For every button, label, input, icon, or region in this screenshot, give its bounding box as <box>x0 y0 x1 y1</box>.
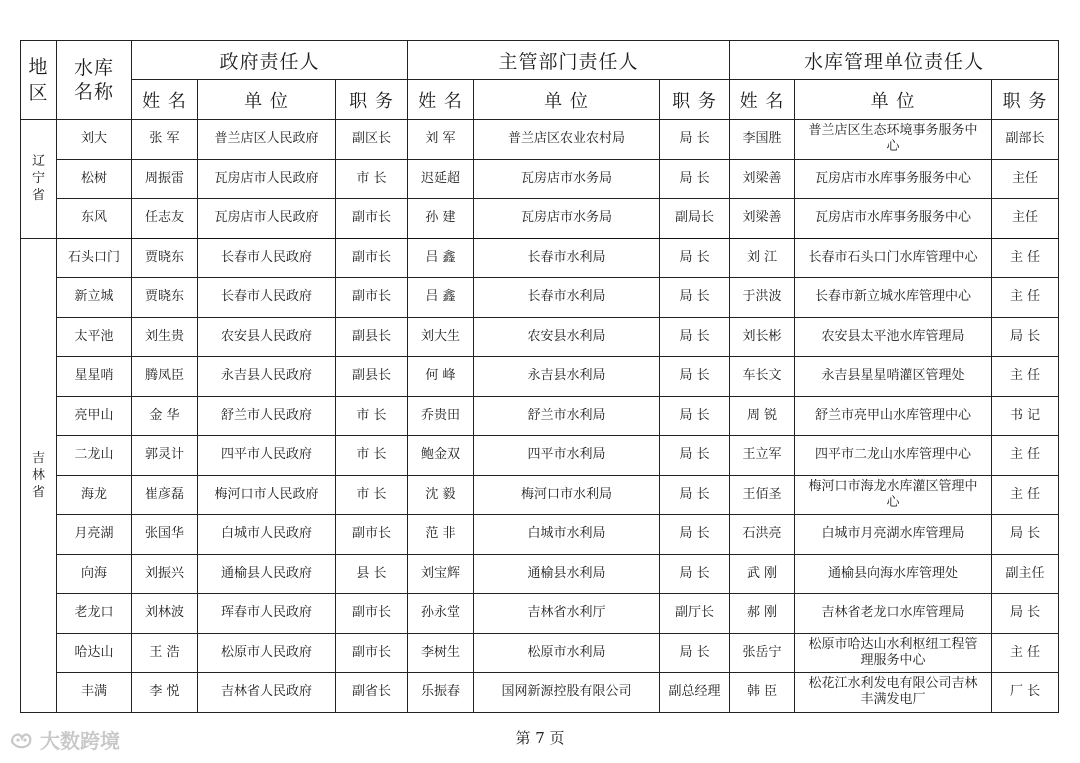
cell-mgmt-title: 副部长 <box>992 120 1059 160</box>
cell-dept-unit: 长春市水利局 <box>474 278 660 318</box>
cell-gov-unit: 瓦房店市人民政府 <box>198 199 336 239</box>
cell-gov-title: 市 长 <box>336 475 408 515</box>
cell-mgmt-unit: 梅河口市海龙水库灌区管理中心 <box>795 475 992 515</box>
cell-gov-unit: 松原市人民政府 <box>198 633 336 673</box>
cell-gov-name: 刘林波 <box>132 594 198 634</box>
cell-gov-title: 县 长 <box>336 554 408 594</box>
cell-gov-unit: 通榆县人民政府 <box>198 554 336 594</box>
table-row <box>21 238 1059 278</box>
cell-gov-name: 金 华 <box>132 396 198 436</box>
cell-gov-unit: 普兰店区人民政府 <box>198 120 336 160</box>
cell-reservoir: 老龙口 <box>57 594 132 634</box>
table-row <box>21 673 1059 713</box>
cell-gov-title: 副市长 <box>336 199 408 239</box>
cell-dept-name: 李树生 <box>408 633 474 673</box>
cell-dept-title: 局 长 <box>660 515 730 555</box>
cell-dept-title: 局 长 <box>660 475 730 515</box>
cell-mgmt-unit: 瓦房店市水库事务服务中心 <box>795 159 992 199</box>
cell-gov-title: 副市长 <box>336 238 408 278</box>
table-row <box>21 199 1059 239</box>
cell-dept-unit: 吉林省水利厅 <box>474 594 660 634</box>
cell-dept-name: 刘 军 <box>408 120 474 160</box>
cell-reservoir: 东风 <box>57 199 132 239</box>
cell-dept-unit: 白城市水利局 <box>474 515 660 555</box>
table-row <box>21 554 1059 594</box>
cell-gov-title: 副市长 <box>336 594 408 634</box>
cell-gov-name: 李 悦 <box>132 673 198 713</box>
cell-dept-unit: 舒兰市水利局 <box>474 396 660 436</box>
header-mgmt-name: 姓 名 <box>730 80 795 120</box>
header-mgmt-title: 职 务 <box>992 80 1059 120</box>
cell-mgmt-title: 副主任 <box>992 554 1059 594</box>
cell-mgmt-unit: 松花江水利发电有限公司吉林丰满发电厂 <box>795 673 992 713</box>
cell-gov-name: 张 军 <box>132 120 198 160</box>
cell-reservoir: 松树 <box>57 159 132 199</box>
cell-mgmt-name: 周 锐 <box>730 396 795 436</box>
cell-mgmt-title: 主 任 <box>992 278 1059 318</box>
cell-mgmt-name: 郝 刚 <box>730 594 795 634</box>
cell-dept-name: 刘大生 <box>408 317 474 357</box>
cell-gov-unit: 白城市人民政府 <box>198 515 336 555</box>
cell-mgmt-unit: 四平市二龙山水库管理中心 <box>795 436 992 476</box>
header-reservoir: 水库名称 <box>57 41 132 120</box>
cell-mgmt-name: 刘长彬 <box>730 317 795 357</box>
table-row <box>21 515 1059 555</box>
cell-gov-unit: 梅河口市人民政府 <box>198 475 336 515</box>
cell-dept-unit: 国网新源控股有限公司 <box>474 673 660 713</box>
cell-dept-unit: 通榆县水利局 <box>474 554 660 594</box>
cell-dept-title: 局 长 <box>660 238 730 278</box>
cell-mgmt-name: 车长文 <box>730 357 795 397</box>
cell-mgmt-unit: 通榆县向海水库管理处 <box>795 554 992 594</box>
cell-gov-unit: 长春市人民政府 <box>198 238 336 278</box>
header-region: 地区 <box>21 41 57 120</box>
cell-mgmt-unit: 舒兰市亮甲山水库管理中心 <box>795 396 992 436</box>
header-gov-name: 姓 名 <box>132 80 198 120</box>
table-row <box>21 278 1059 318</box>
cell-mgmt-name: 张岳宁 <box>730 633 795 673</box>
table-body <box>21 120 1059 713</box>
cell-dept-name: 吕 鑫 <box>408 278 474 318</box>
cell-dept-unit: 长春市水利局 <box>474 238 660 278</box>
cell-reservoir: 二龙山 <box>57 436 132 476</box>
region-cell <box>21 238 57 712</box>
watermark-text: 大数跨境 <box>40 729 120 753</box>
cell-mgmt-title: 主任 <box>992 199 1059 239</box>
cell-dept-title: 副厅长 <box>660 594 730 634</box>
cell-gov-title: 市 长 <box>336 396 408 436</box>
cell-mgmt-name: 石洪亮 <box>730 515 795 555</box>
cell-dept-unit: 四平市水利局 <box>474 436 660 476</box>
cell-dept-title: 副总经理 <box>660 673 730 713</box>
reservoir-responsibility-table <box>20 40 1059 713</box>
cell-mgmt-title: 主 任 <box>992 633 1059 673</box>
cell-reservoir: 海龙 <box>57 475 132 515</box>
table-row <box>21 396 1059 436</box>
cell-mgmt-name: 李国胜 <box>730 120 795 160</box>
header-mgmt-unit: 单 位 <box>795 80 992 120</box>
cell-dept-unit: 松原市水利局 <box>474 633 660 673</box>
cell-reservoir: 刘大 <box>57 120 132 160</box>
cell-dept-name: 刘宝辉 <box>408 554 474 594</box>
cell-reservoir: 向海 <box>57 554 132 594</box>
cell-mgmt-name: 韩 臣 <box>730 673 795 713</box>
cell-mgmt-name: 刘梁善 <box>730 199 795 239</box>
cell-gov-name: 刘生贵 <box>132 317 198 357</box>
cell-mgmt-title: 主任 <box>992 159 1059 199</box>
cell-mgmt-unit: 普兰店区生态环境事务服务中心 <box>795 120 992 160</box>
cell-gov-name: 腾凤臣 <box>132 357 198 397</box>
cell-dept-name: 何 峰 <box>408 357 474 397</box>
cell-dept-unit: 普兰店区农业农村局 <box>474 120 660 160</box>
header-dept-name: 姓 名 <box>408 80 474 120</box>
cell-dept-name: 迟延超 <box>408 159 474 199</box>
header-dept-unit: 单 位 <box>474 80 660 120</box>
cell-gov-title: 市 长 <box>336 159 408 199</box>
table-row <box>21 594 1059 634</box>
cell-mgmt-unit: 吉林省老龙口水库管理局 <box>795 594 992 634</box>
region-label: 吉林省 <box>31 450 45 500</box>
table-row <box>21 159 1059 199</box>
table-row <box>21 120 1059 160</box>
cell-gov-title: 副市长 <box>336 278 408 318</box>
cell-gov-name: 任志友 <box>132 199 198 239</box>
table-row <box>21 436 1059 476</box>
cell-mgmt-unit: 白城市月亮湖水库管理局 <box>795 515 992 555</box>
cell-mgmt-unit: 瓦房店市水库事务服务中心 <box>795 199 992 239</box>
cell-mgmt-title: 主 任 <box>992 357 1059 397</box>
cell-mgmt-title: 局 长 <box>992 515 1059 555</box>
cell-mgmt-title: 局 长 <box>992 594 1059 634</box>
cell-gov-title: 副县长 <box>336 357 408 397</box>
cell-dept-title: 局 长 <box>660 396 730 436</box>
cell-gov-unit: 舒兰市人民政府 <box>198 396 336 436</box>
cell-dept-title: 局 长 <box>660 278 730 318</box>
cell-mgmt-name: 武 刚 <box>730 554 795 594</box>
cell-mgmt-title: 局 长 <box>992 317 1059 357</box>
cell-dept-title: 局 长 <box>660 317 730 357</box>
cell-gov-name: 张国华 <box>132 515 198 555</box>
cell-dept-name: 沈 毅 <box>408 475 474 515</box>
cell-reservoir: 丰满 <box>57 673 132 713</box>
cell-gov-name: 崔彦磊 <box>132 475 198 515</box>
cell-gov-title: 副区长 <box>336 120 408 160</box>
cell-dept-unit: 瓦房店市水务局 <box>474 199 660 239</box>
cell-gov-unit: 瓦房店市人民政府 <box>198 159 336 199</box>
cell-gov-name: 郭灵计 <box>132 436 198 476</box>
cell-reservoir: 月亮湖 <box>57 515 132 555</box>
page-number: 第 7 页 <box>515 729 565 747</box>
header-dept-group: 主管部门责任人 <box>408 41 730 80</box>
cell-mgmt-name: 刘梁善 <box>730 159 795 199</box>
cell-dept-unit: 瓦房店市水务局 <box>474 159 660 199</box>
cell-dept-title: 局 长 <box>660 159 730 199</box>
header-dept-title: 职 务 <box>660 80 730 120</box>
header-mgmt-group: 水库管理单位责任人 <box>730 41 1059 80</box>
cell-gov-unit: 农安县人民政府 <box>198 317 336 357</box>
cell-mgmt-name: 王佰圣 <box>730 475 795 515</box>
cell-dept-name: 乔贵田 <box>408 396 474 436</box>
cell-gov-unit: 永吉县人民政府 <box>198 357 336 397</box>
cell-dept-name: 鲍金双 <box>408 436 474 476</box>
cell-gov-name: 贾晓东 <box>132 278 198 318</box>
cell-reservoir: 亮甲山 <box>57 396 132 436</box>
cell-reservoir: 太平池 <box>57 317 132 357</box>
header-gov-group: 政府责任人 <box>132 41 408 80</box>
cell-mgmt-title: 主 任 <box>992 436 1059 476</box>
table-row <box>21 475 1059 515</box>
watermark-logo-icon <box>8 728 36 752</box>
cell-mgmt-unit: 长春市石头口门水库管理中心 <box>795 238 992 278</box>
table-row <box>21 633 1059 673</box>
cell-mgmt-title: 书 记 <box>992 396 1059 436</box>
cell-gov-name: 周振雷 <box>132 159 198 199</box>
table-row <box>21 317 1059 357</box>
cell-gov-title: 副市长 <box>336 633 408 673</box>
header-gov-title: 职 务 <box>336 80 408 120</box>
cell-dept-title: 局 长 <box>660 554 730 594</box>
cell-dept-name: 范 非 <box>408 515 474 555</box>
cell-mgmt-title: 厂 长 <box>992 673 1059 713</box>
cell-dept-name: 乐振春 <box>408 673 474 713</box>
cell-dept-unit: 梅河口市水利局 <box>474 475 660 515</box>
cell-reservoir: 星星哨 <box>57 357 132 397</box>
cell-gov-name: 贾晓东 <box>132 238 198 278</box>
cell-mgmt-unit: 长春市新立城水库管理中心 <box>795 278 992 318</box>
cell-gov-unit: 四平市人民政府 <box>198 436 336 476</box>
cell-gov-name: 王 浩 <box>132 633 198 673</box>
cell-mgmt-name: 王立军 <box>730 436 795 476</box>
cell-reservoir: 石头口门 <box>57 238 132 278</box>
cell-dept-name: 吕 鑫 <box>408 238 474 278</box>
cell-mgmt-unit: 永吉县星星哨灌区管理处 <box>795 357 992 397</box>
cell-reservoir: 新立城 <box>57 278 132 318</box>
table-row <box>21 357 1059 397</box>
cell-dept-name: 孙永堂 <box>408 594 474 634</box>
cell-gov-title: 副省长 <box>336 673 408 713</box>
cell-dept-title: 局 长 <box>660 357 730 397</box>
cell-dept-unit: 永吉县水利局 <box>474 357 660 397</box>
cell-mgmt-unit: 松原市哈达山水利枢纽工程管理服务中心 <box>795 633 992 673</box>
cell-gov-unit: 珲春市人民政府 <box>198 594 336 634</box>
region-label: 辽宁省 <box>31 154 45 204</box>
cell-dept-unit: 农安县水利局 <box>474 317 660 357</box>
cell-mgmt-unit: 农安县太平池水库管理局 <box>795 317 992 357</box>
cell-gov-unit: 吉林省人民政府 <box>198 673 336 713</box>
cell-gov-title: 副县长 <box>336 317 408 357</box>
cell-dept-name: 孙 建 <box>408 199 474 239</box>
cell-mgmt-name: 刘 江 <box>730 238 795 278</box>
cell-gov-title: 副市长 <box>336 515 408 555</box>
cell-reservoir: 哈达山 <box>57 633 132 673</box>
header-gov-unit: 单 位 <box>198 80 336 120</box>
region-cell <box>21 120 57 239</box>
cell-mgmt-name: 于洪波 <box>730 278 795 318</box>
cell-dept-title: 副局长 <box>660 199 730 239</box>
cell-dept-title: 局 长 <box>660 633 730 673</box>
cell-gov-unit: 长春市人民政府 <box>198 278 336 318</box>
cell-gov-name: 刘振兴 <box>132 554 198 594</box>
cell-mgmt-title: 主 任 <box>992 238 1059 278</box>
cell-dept-title: 局 长 <box>660 120 730 160</box>
cell-gov-title: 市 长 <box>336 436 408 476</box>
cell-mgmt-title: 主 任 <box>992 475 1059 515</box>
watermark <box>8 725 120 754</box>
cell-dept-title: 局 长 <box>660 436 730 476</box>
